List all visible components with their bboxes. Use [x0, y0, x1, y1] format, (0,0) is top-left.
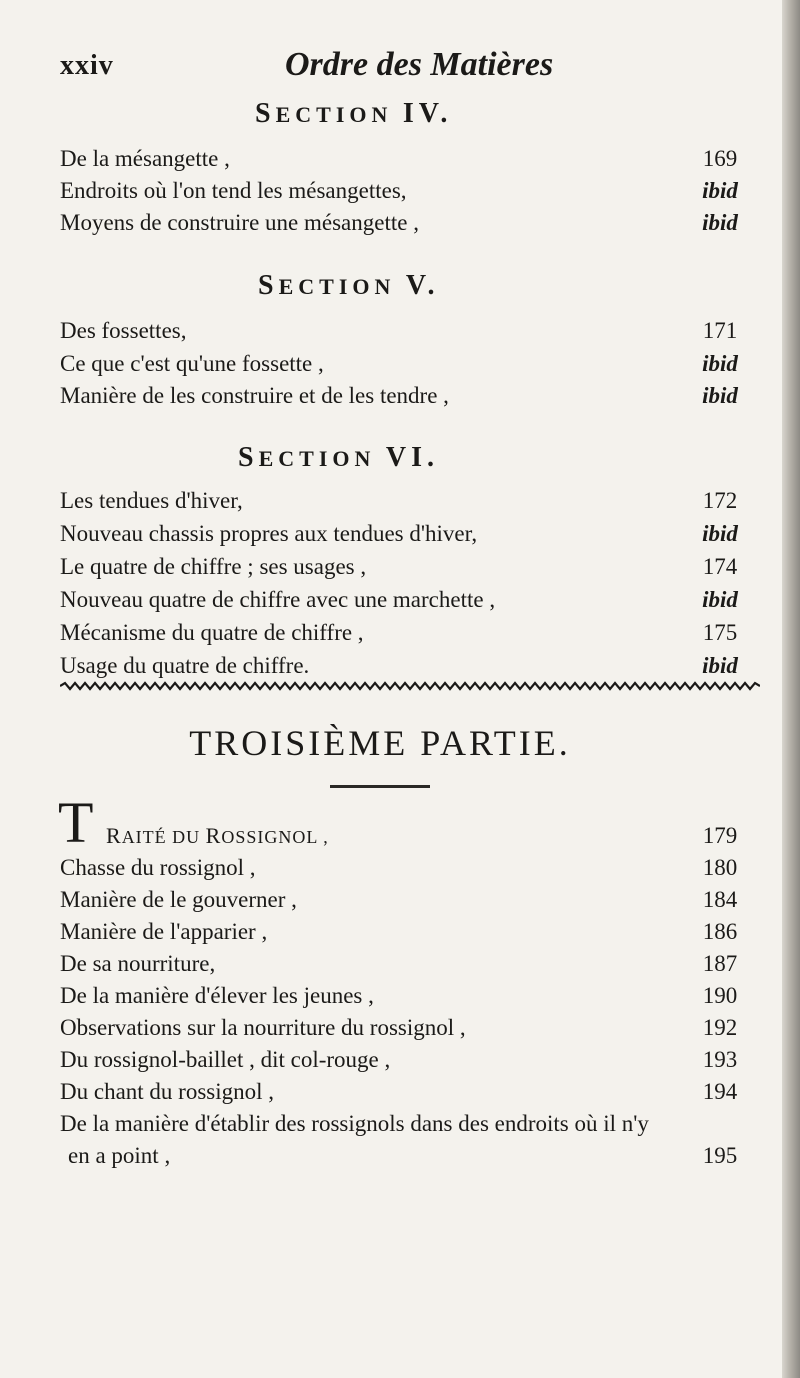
toc-entry[interactable]	[60, 485, 750, 517]
drop-cap: T	[58, 790, 94, 855]
toc-entry-label: Chasse du rossignol ,	[60, 855, 256, 880]
toc-entry-page: 192	[702, 1015, 738, 1040]
toc-entry[interactable]	[60, 380, 750, 412]
toc-entry-page: ibid	[702, 351, 738, 376]
toc-entry[interactable]	[60, 1012, 750, 1044]
toc-entry-label: Du chant du rossignol ,	[60, 1079, 275, 1104]
toc-entry-label: De la manière d'élever les jeunes ,	[60, 983, 374, 1008]
page-header	[60, 46, 760, 90]
toc-entry-label: Les tendues d'hiver,	[60, 488, 243, 513]
toc-entry-page: 180	[702, 855, 738, 880]
toc-entry-label: Ce que c'est qu'une fossette ,	[60, 351, 324, 376]
toc-entry-page: 193	[702, 1047, 738, 1072]
toc-entry[interactable]	[60, 551, 750, 583]
toc-entry-label: De la manière d'établir des rossignols dans des endroits où il n'y	[60, 1111, 649, 1136]
toc-entry[interactable]	[60, 617, 750, 649]
section-title-iv: SECTION IV.	[255, 98, 453, 129]
toc-entry-label: Nouveau quatre de chiffre avec une marchette ,	[60, 587, 496, 612]
toc-entry-wrapped[interactable]	[60, 1108, 750, 1140]
toc-entry-page: 184	[702, 887, 738, 912]
toc-entry-page: 174	[702, 554, 738, 579]
toc-entry[interactable]	[60, 175, 750, 207]
toc-entry-page: 187	[702, 951, 738, 976]
toc-entry[interactable]	[60, 143, 750, 175]
toc-entry-label: De la mésangette ,	[60, 146, 230, 171]
toc-entry[interactable]	[60, 1076, 750, 1108]
toc-entry[interactable]	[60, 852, 750, 884]
toc-entry-continuation[interactable]	[60, 1140, 750, 1172]
toc-entry[interactable]	[60, 980, 750, 1012]
toc-entry[interactable]	[60, 948, 750, 980]
toc-entry[interactable]	[60, 518, 750, 550]
toc-entry-label: RAITÉ DU ROSSIGNOL ,	[106, 823, 329, 848]
toc-entry-label: Endroits où l'on tend les mésangettes,	[60, 178, 407, 203]
toc-entry[interactable]	[60, 348, 750, 380]
toc-entry-page: 171	[702, 318, 738, 343]
toc-entry[interactable]	[60, 884, 750, 916]
toc-entry-label: Usage du quatre de chiffre.	[60, 653, 310, 678]
section-title-vi: SECTION VI.	[238, 442, 439, 473]
short-rule	[330, 785, 430, 788]
toc-entry-page: 172	[702, 488, 738, 513]
toc-entry-page: ibid	[702, 587, 738, 612]
toc-entry-page: 190	[702, 983, 738, 1008]
section-title-v: SECTION V.	[258, 270, 440, 301]
part-title: TROISIÈME PARTIE.	[189, 723, 571, 763]
toc-entry-page: 175	[702, 620, 738, 645]
toc-entry-page: ibid	[702, 521, 738, 546]
page-edge-shadow	[782, 0, 800, 1378]
toc-entry[interactable]	[60, 916, 750, 948]
toc-entry-page: 195	[702, 1143, 738, 1168]
toc-entry-page: 179	[702, 823, 738, 848]
toc-entry[interactable]	[60, 315, 750, 347]
toc-entry[interactable]	[60, 584, 750, 616]
toc-entry[interactable]	[60, 207, 750, 239]
toc-entry-page: ibid	[702, 210, 738, 235]
toc-entry-page: 169	[702, 146, 738, 171]
toc-entry-label: en a point ,	[68, 1143, 171, 1168]
toc-entry-label: Le quatre de chiffre ; ses usages ,	[60, 554, 367, 579]
page-number: xxiv	[60, 50, 114, 81]
ornamental-divider	[60, 681, 760, 691]
toc-entry-label: Du rossignol-baillet , dit col-rouge ,	[60, 1047, 391, 1072]
toc-entry-label: Manière de l'apparier ,	[60, 919, 268, 944]
toc-entry-label: Manière de le gouverner ,	[60, 887, 297, 912]
toc-entry-page: ibid	[702, 383, 738, 408]
toc-entry-label: Moyens de construire une mésangette ,	[60, 210, 419, 235]
toc-entry-page: ibid	[702, 653, 738, 678]
toc-entry-label: De sa nourriture,	[60, 951, 216, 976]
toc-entry-label: Observations sur la nourriture du rossignol ,	[60, 1015, 466, 1040]
running-title: Ordre des Matières	[285, 46, 554, 83]
toc-entry-page: 194	[702, 1079, 738, 1104]
toc-entry[interactable]	[60, 1044, 750, 1076]
toc-entry-page: 186	[702, 919, 738, 944]
toc-entry[interactable]	[60, 820, 750, 852]
toc-entry-label: Manière de les construire et de les tendre ,	[60, 383, 449, 408]
toc-entry-label: Des fossettes,	[60, 318, 187, 343]
toc-entry-page: ibid	[702, 178, 738, 203]
toc-entry-label: Mécanisme du quatre de chiffre ,	[60, 620, 364, 645]
toc-entry-label: Nouveau chassis propres aux tendues d'hiver,	[60, 521, 478, 546]
toc-entry[interactable]	[60, 650, 750, 682]
